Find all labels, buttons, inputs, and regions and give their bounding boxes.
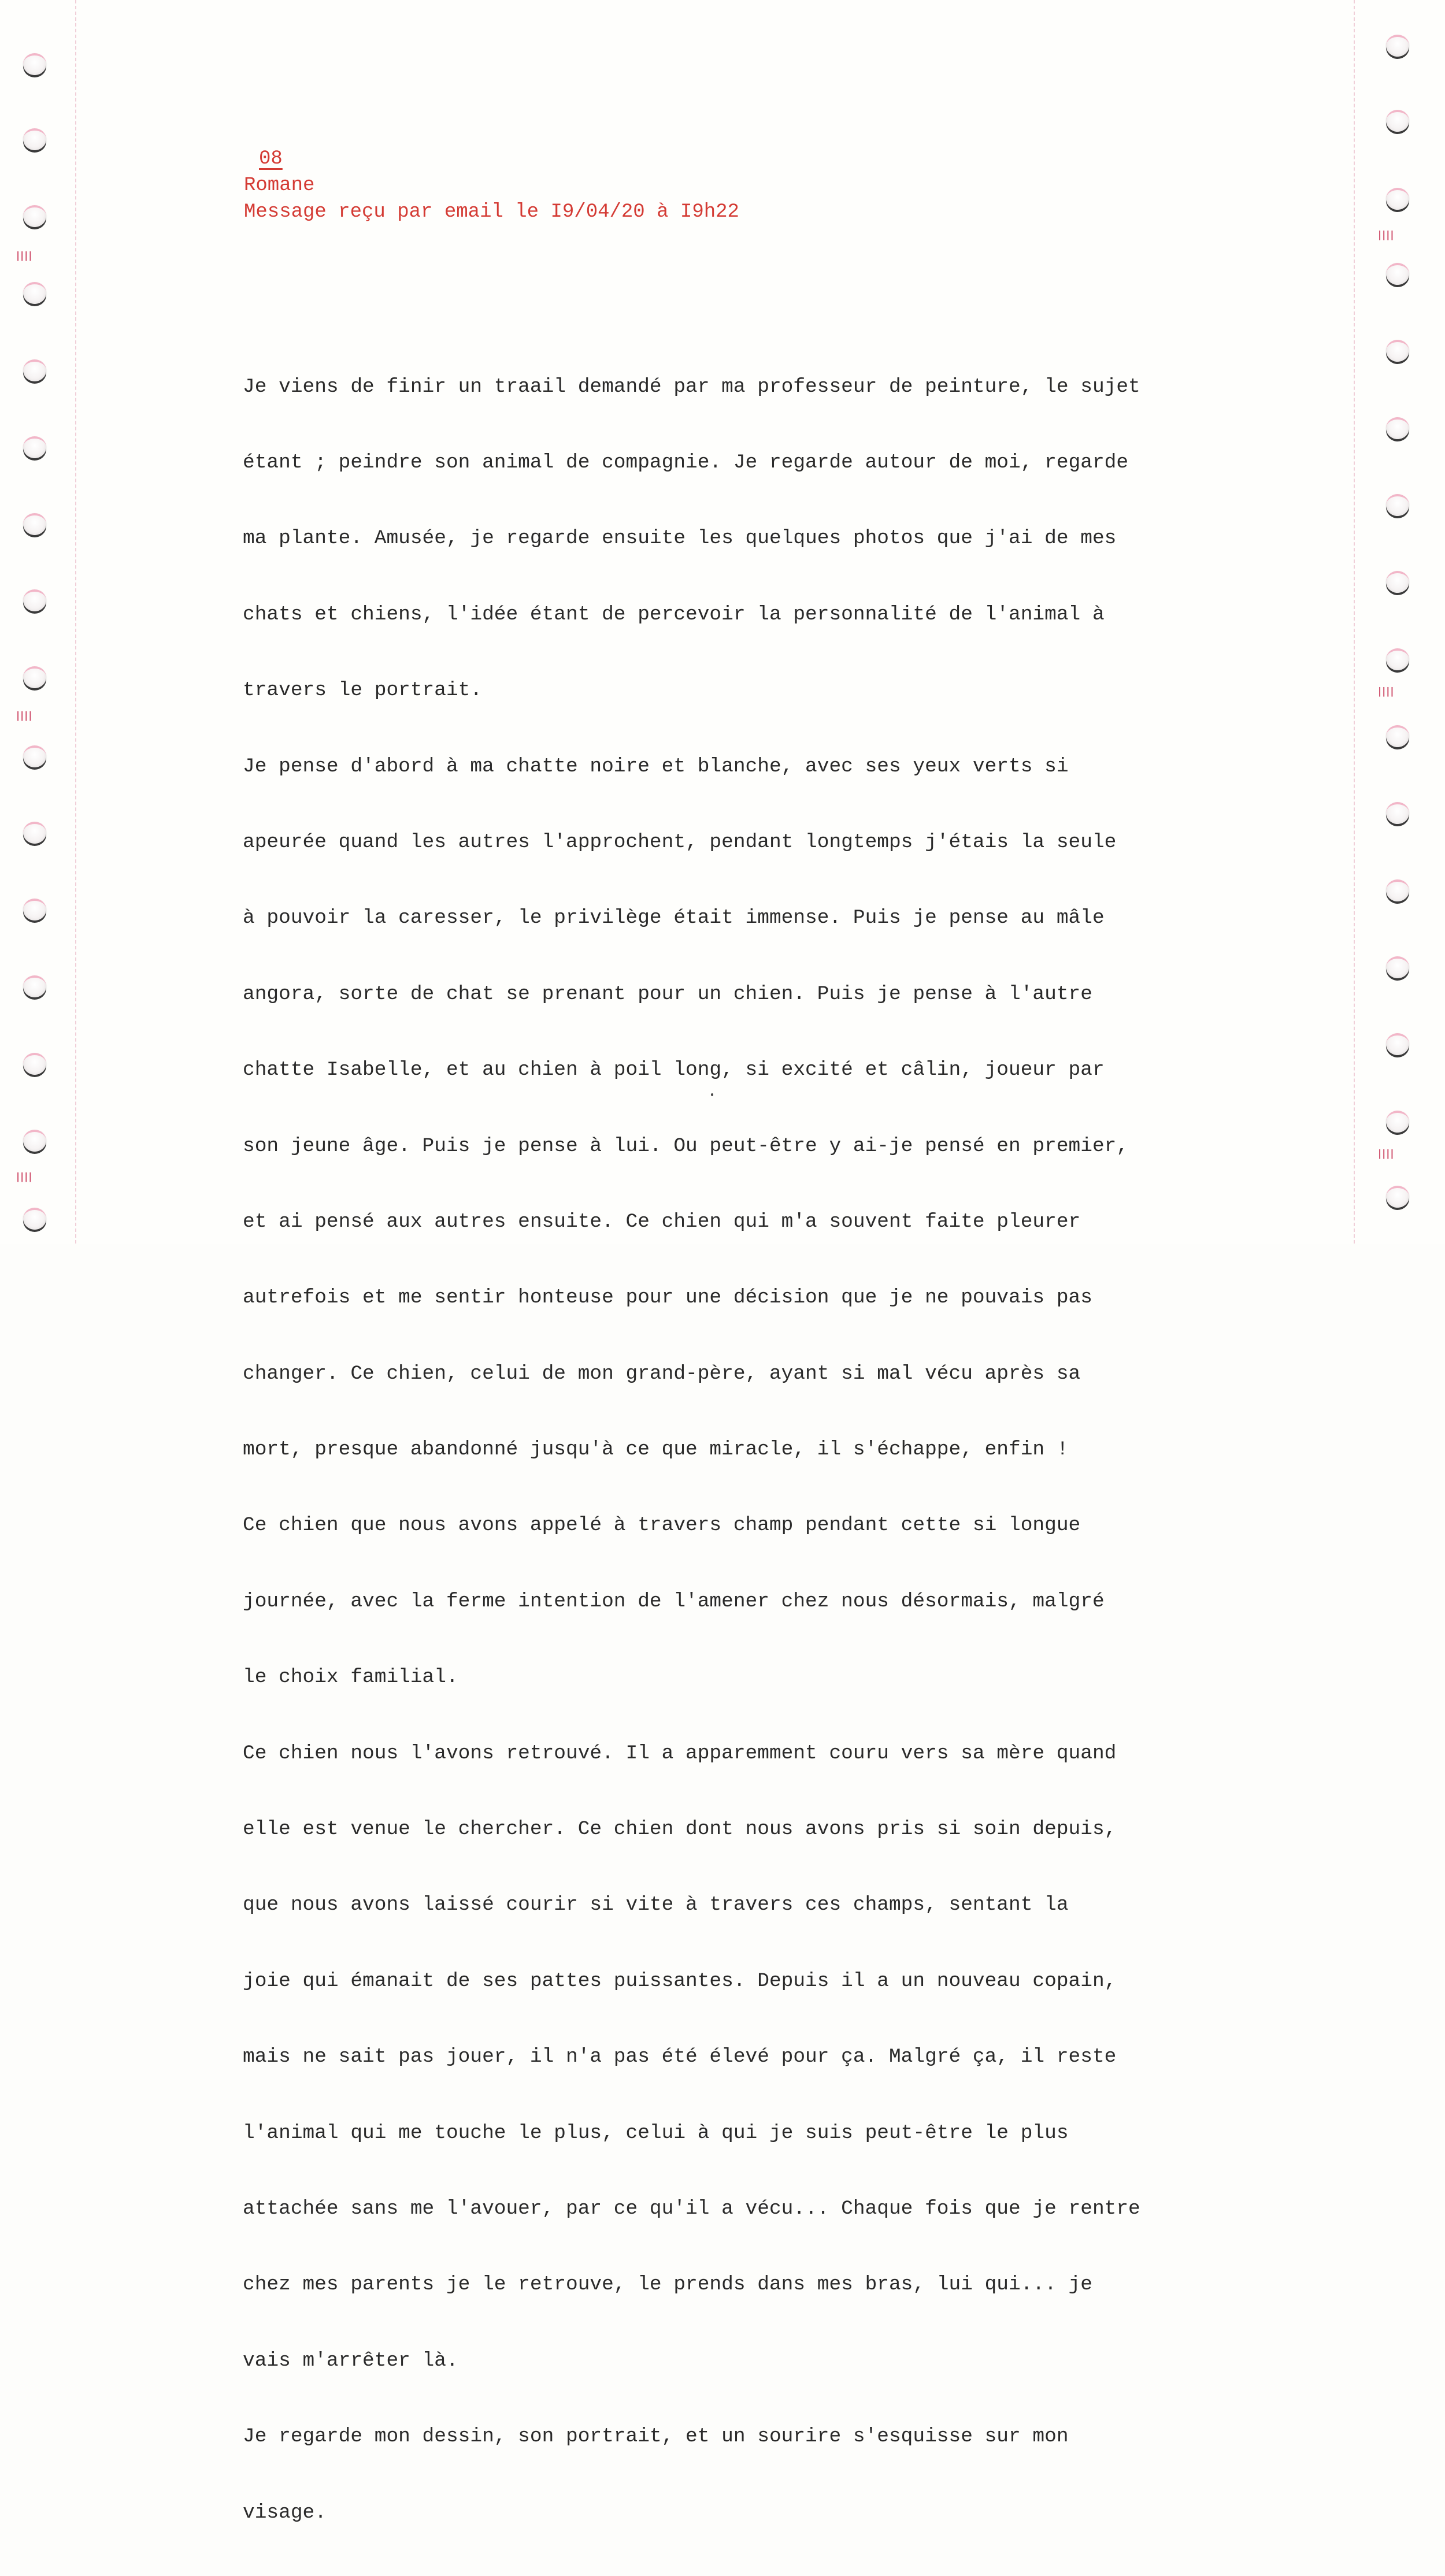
perforation-hole xyxy=(23,1053,46,1075)
perforation-hole xyxy=(23,975,46,997)
perforation-hole xyxy=(23,513,46,535)
body-line: joie qui émanait de ses pattes puissantes. Depuis il a un nouveau copain, xyxy=(243,1969,1117,1992)
perforation-hole xyxy=(23,589,46,611)
perforation-hole xyxy=(1386,802,1409,824)
body-line: elle est venue le chercher. Ce chien dont nous avons pris si soin depuis, xyxy=(243,1818,1117,1841)
perforation-ticks: ꞁꞁꞁꞁ xyxy=(16,247,33,262)
perforation-hole xyxy=(1386,725,1409,747)
body-line: chatte Isabelle, et au chien à poil long, si excité et câlin, joueur par xyxy=(243,1059,1105,1082)
body-line: attachée sans me l'avouer, par ce qu'il a vécu... Chaque fois que je rentre xyxy=(243,2197,1140,2220)
body-line: Je viens de finir un traail demandé par ma professeur de peinture, le sujet xyxy=(243,375,1140,398)
body-line: Ce chien nous l'avons retrouvé. Il a apparemment couru vers sa mère quand xyxy=(243,1742,1117,1765)
author-name: Romane xyxy=(244,175,315,196)
perforation-hole xyxy=(23,899,46,920)
perforation-hole xyxy=(1386,1111,1409,1133)
body-line: Je regarde mon dessin, son portrait, et un sourire s'esquisse sur mon xyxy=(243,2425,1069,2448)
perforation-hole xyxy=(1386,417,1409,439)
perforation-hole xyxy=(23,205,46,227)
perforation-ticks: ꞁꞁꞁꞁ xyxy=(1378,683,1395,697)
message-header xyxy=(244,146,739,225)
body-line: mais ne sait pas jouer, il n'a pas été élevé pour ça. Malgré ça, il reste xyxy=(243,2046,1117,2069)
body-line: son jeune âge. Puis je pense à lui. Ou peut-être y ai-je pensé en premier, xyxy=(243,1134,1129,1157)
body-line: Je pense d'abord à ma chatte noire et blanche, avec ses yeux verts si xyxy=(243,755,1069,778)
perforation-hole xyxy=(23,1208,46,1230)
perforation-hole xyxy=(23,128,46,150)
perforation-ticks: ꞁꞁꞁꞁ xyxy=(1378,227,1395,241)
perforation-hole xyxy=(23,282,46,304)
perforation-hole xyxy=(1386,1186,1409,1208)
body-line: le choix familial. xyxy=(243,1666,458,1689)
body-line: angora, sorte de chat se prenant pour un chien. Puis je pense à l'autre xyxy=(243,982,1092,1005)
perforation-hole xyxy=(23,745,46,767)
perforation-ticks: ꞁꞁꞁꞁ xyxy=(16,707,33,722)
received-line: Message reçu par email le I9/04/20 à I9h22 xyxy=(244,201,739,223)
message-body xyxy=(243,324,1214,2576)
body-line: apeurée quand les autres l'approchent, pendant longtemps j'étais la seule xyxy=(243,830,1117,853)
body-line: mort, presque abandonné jusqu'à ce que miracle, il s'échappe, enfin ! xyxy=(243,1438,1069,1461)
perforation-hole xyxy=(1386,263,1409,285)
perforation-hole xyxy=(23,436,46,458)
body-line: travers le portrait. xyxy=(243,679,483,702)
perforation-ticks: ꞁꞁꞁꞁ xyxy=(1378,1145,1395,1160)
perforation-hole xyxy=(23,359,46,381)
body-line: l'animal qui me touche le plus, celui à qui je suis peut-être le plus xyxy=(243,2121,1069,2144)
body-line: Ce chien que nous avons appelé à travers champ pendant cette si longue xyxy=(243,1514,1081,1537)
body-line: ma plante. Amusée, je regarde ensuite les quelques photos que j'ai de mes xyxy=(243,527,1117,550)
left-tear-line xyxy=(75,0,76,1244)
perforation-hole xyxy=(23,1130,46,1152)
perforation-hole xyxy=(1386,571,1409,593)
right-tear-line xyxy=(1354,0,1355,1244)
body-line: autrefois et me sentir honteuse pour une décision que je ne pouvais pas xyxy=(243,1286,1092,1309)
body-line: que nous avons laissé courir si vite à travers ces champs, sentant la xyxy=(243,1894,1069,1917)
perforation-hole xyxy=(23,822,46,844)
perforation-hole xyxy=(1386,188,1409,210)
perforation-hole xyxy=(1386,879,1409,901)
ink-speck xyxy=(711,1093,713,1096)
perforation-hole xyxy=(1386,35,1409,57)
perforation-hole xyxy=(23,53,46,75)
body-line: à pouvoir la caresser, le privilège était immense. Puis je pense au mâle xyxy=(243,907,1105,930)
message-number: 08 xyxy=(259,148,283,170)
body-line: visage. xyxy=(243,2501,327,2524)
body-line: chats et chiens, l'idée étant de percevoir la personnalité de l'animal à xyxy=(243,603,1105,626)
perforation-hole xyxy=(1386,494,1409,516)
perforation-hole xyxy=(1386,1033,1409,1055)
body-line: et ai pensé aux autres ensuite. Ce chien qui m'a souvent faite pleurer xyxy=(243,1210,1081,1233)
perforation-hole xyxy=(1386,110,1409,132)
body-line: journée, avec la ferme intention de l'amener chez nous désormais, malgré xyxy=(243,1590,1105,1613)
body-line: changer. Ce chien, celui de mon grand-père, ayant si mal vécu après sa xyxy=(243,1362,1081,1385)
perforation-hole xyxy=(1386,340,1409,362)
perforation-hole xyxy=(1386,648,1409,670)
body-line: vais m'arrêter là. xyxy=(243,2349,458,2372)
perforation-ticks: ꞁꞁꞁꞁ xyxy=(16,1168,33,1183)
body-line: chez mes parents je le retrouve, le prends dans mes bras, lui qui... je xyxy=(243,2273,1092,2296)
body-line: étant ; peindre son animal de compagnie. Je regarde autour de moi, regarde xyxy=(243,451,1129,474)
perforation-hole xyxy=(23,666,46,688)
perforation-hole xyxy=(1386,956,1409,978)
